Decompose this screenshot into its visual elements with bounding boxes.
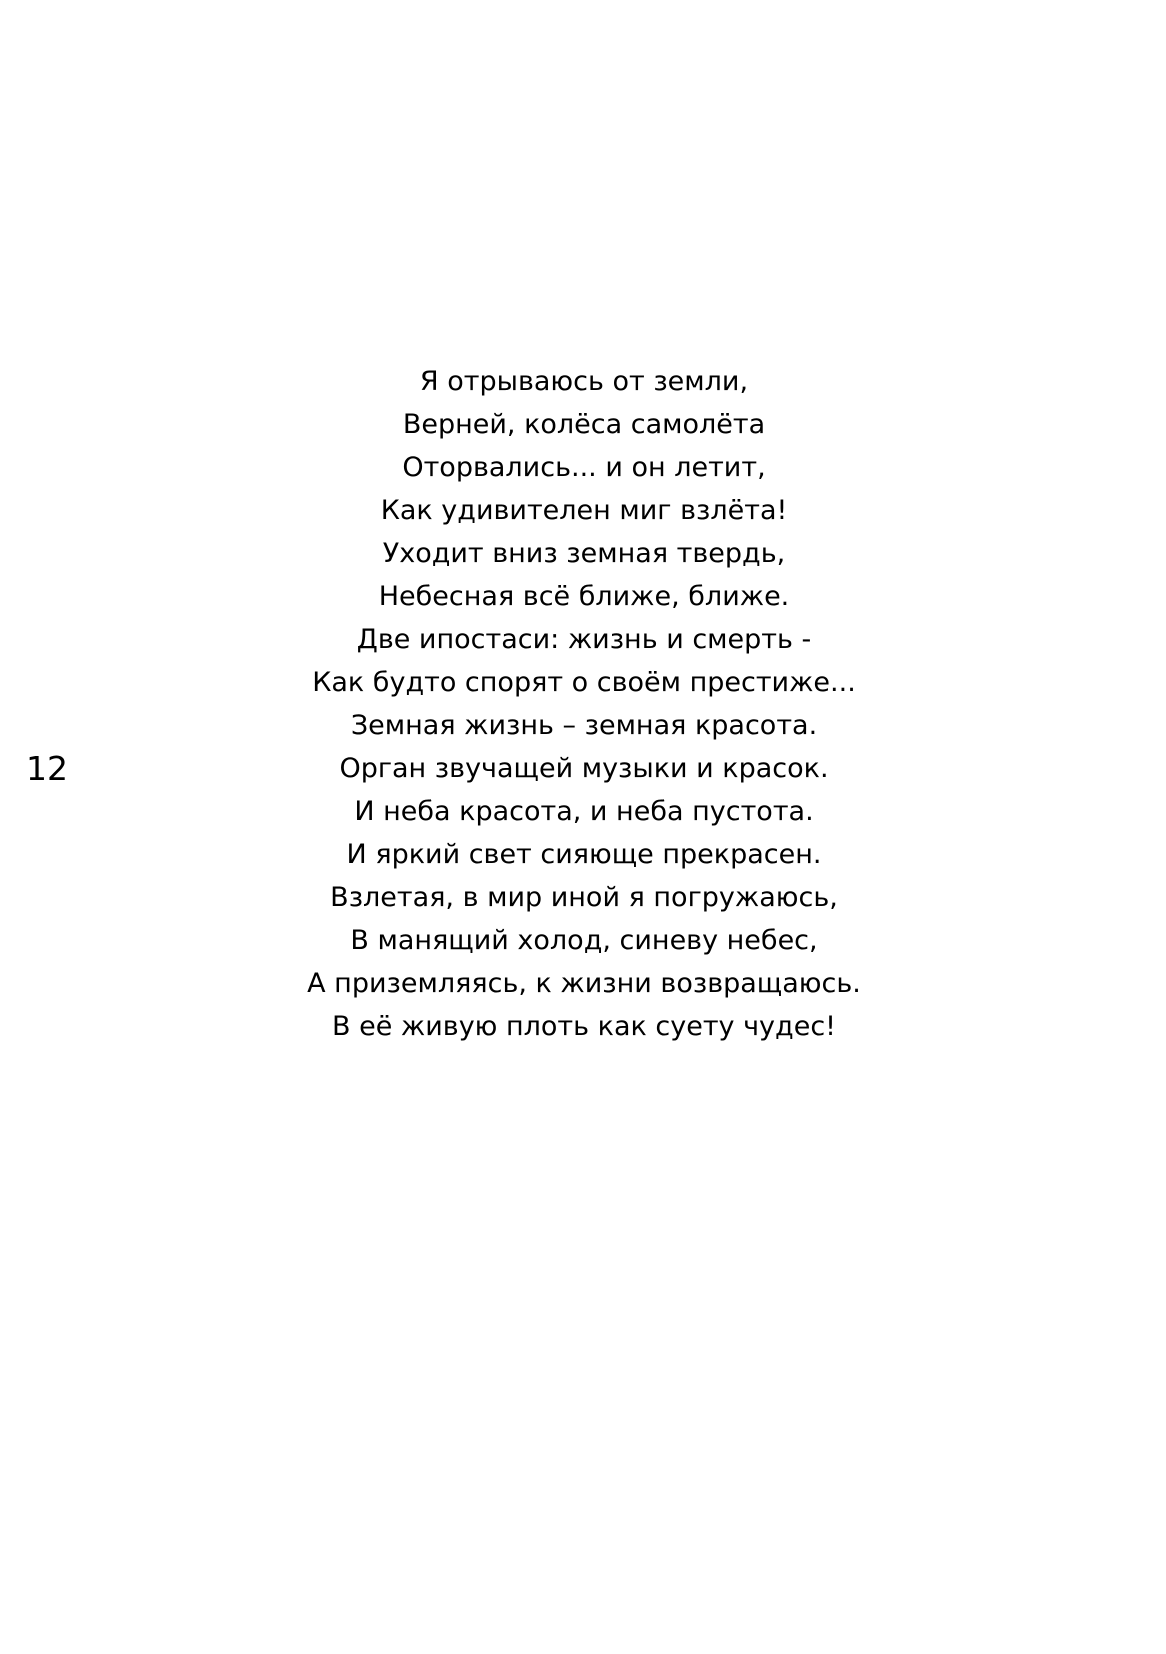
- poem-line: В манящий холод, синеву небес,: [350, 925, 818, 956]
- poem-line: Как будто спорят о своём престиже...: [312, 667, 856, 698]
- poem-line: Две ипостаси: жизнь и смерть -: [356, 624, 812, 655]
- page-number: 12: [26, 749, 68, 788]
- poem-line: Я отрываюсь от земли,: [419, 366, 749, 397]
- poem-line: Небесная всё ближе, ближе.: [378, 581, 790, 612]
- poem: [200, 360, 968, 1048]
- poem-line: И неба красота, и неба пустота.: [354, 796, 814, 827]
- poem-line: Как удивителен миг взлёта!: [380, 495, 788, 526]
- poem-line: Орган звучащей музыки и красок.: [339, 753, 829, 784]
- poem-line: А приземляясь, к жизни возвращаюсь.: [307, 968, 861, 999]
- poem-line: Оторвались... и он летит,: [402, 452, 766, 483]
- poem-line: Уходит вниз земная твердь,: [382, 538, 786, 569]
- poem-line: Верней, колёса самолёта: [402, 409, 766, 440]
- poem-line: Взлетая, в мир иной я погружаюсь,: [330, 882, 838, 913]
- poem-line: В её живую плоть как суету чудес!: [332, 1011, 836, 1042]
- poem-line: Земная жизнь – земная красота.: [350, 710, 818, 741]
- poem-line: И яркий свет сияюще прекрасен.: [346, 839, 822, 870]
